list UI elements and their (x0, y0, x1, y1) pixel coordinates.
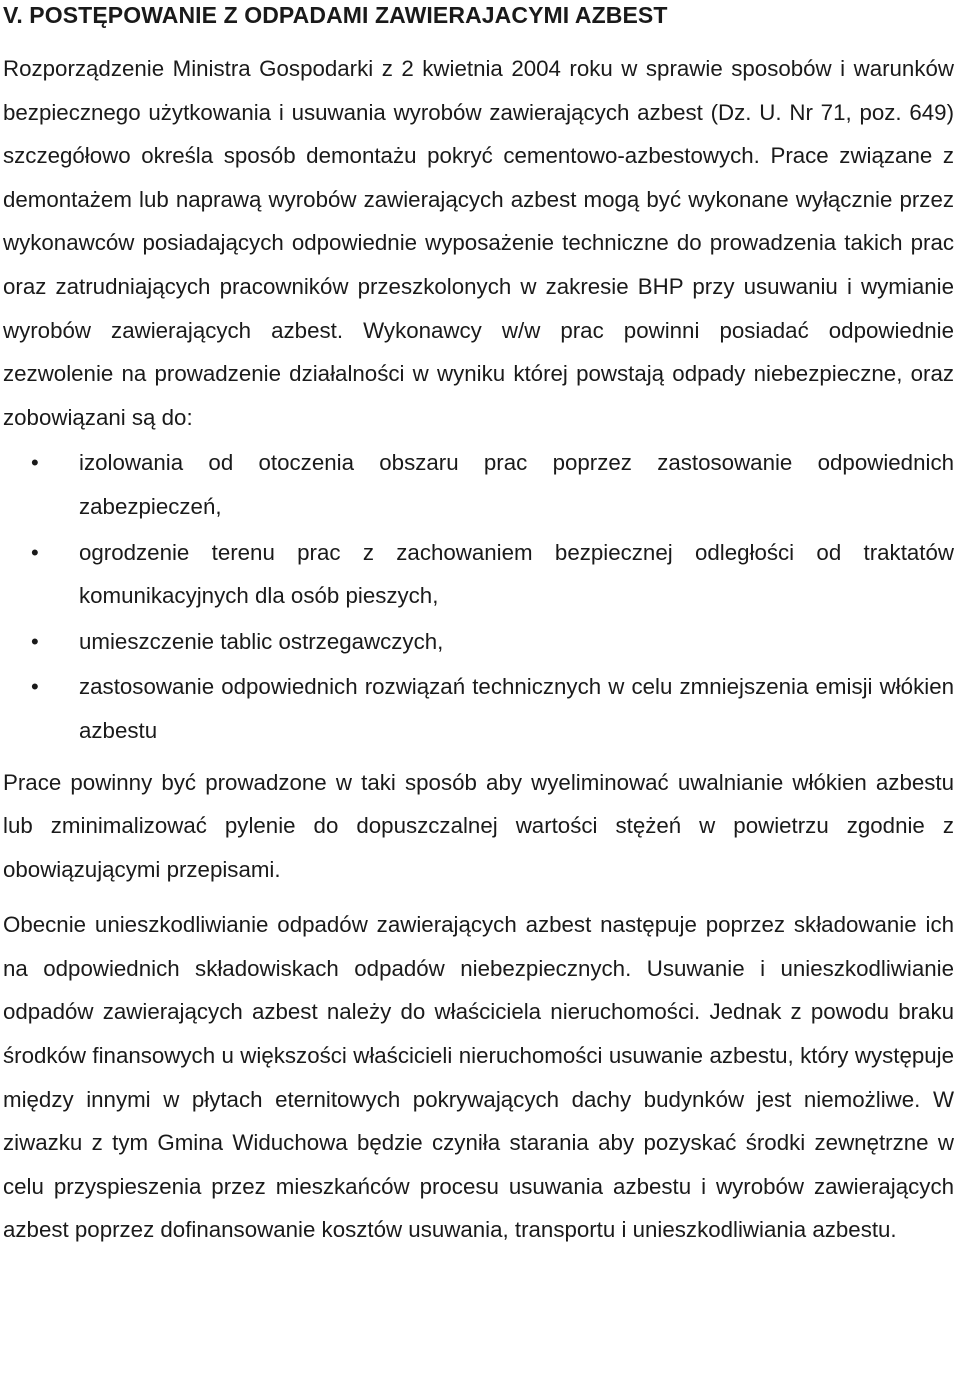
list-item-text: ogrodzenie terenu prac z zachowaniem bezpiecznej odległości od traktatów komunikacyjnych dla osób pieszych, (79, 539, 954, 609)
list-item-text: zastosowanie odpowiednich rozwiązań technicznych w celu zmniejszenia emisji włókien azbestu (79, 674, 954, 743)
list-item-text: umieszczenie tablic ostrzegawczych, (79, 628, 444, 654)
paragraph-disposal: Obecnie unieszkodliwianie odpadów zawierających azbest następuje poprzez składowanie ich na odpowiednich składowiskach odpadów niebezpiecznych. Usuwanie i unieszkodliwianie odpadów zawierających azbest należy do właściciela nieruchomości. Jednak z powodu braku środków finansowych u większości właścicieli nieruchomości usuwanie azbestu, który występuje między innymi w płytach eternitowych pokrywających dachy budynków jest niemożliwe. W ziwazku z tym Gmina Widuchowa będzie czyniła starania aby pozyskać środki zewnętrzne w celu przyspieszenia przez mieszkańców procesu usuwania azbestu i wyrobów zawierających azbest poprzez dofinansowanie kosztów usuwania, transportu i unieszkodliwiania azbestu. (3, 912, 954, 1243)
section-heading: V. POSTĘPOWANIE Z ODPADAMI ZAWIERAJACYMI AZBEST (3, 2, 668, 28)
list-item-text: izolowania od otoczenia obszaru prac poprzez zastosowanie odpowiednich zabezpieczeń, (79, 450, 954, 519)
bullet-icon: • (31, 539, 39, 565)
bullet-icon: • (31, 628, 39, 654)
paragraph-emissions: Prace powinny być prowadzone w taki sposób aby wyeliminować uwalnianie włókien azbestu lub zminimalizować pylenie do dopuszczalnej wartości stężeń w powietrzu zgodnie z obowiązującymi przepisami. (3, 769, 954, 882)
list-item (3, 620, 954, 664)
paragraph-regulation: Rozporządzenie Ministra Gospodarki z 2 kwietnia 2004 roku w sprawie sposobów i warunków bezpiecznego użytkowania i usuwania wyrobów zawierających azbest (Dz. U. Nr 71, poz. 649) szczegółowo określa sposób demontażu pokryć cementowo-azbestowych. Prace związane z demontażem lub naprawą wyrobów zawierających azbest mogą być wykonane wyłącznie przez wykonawców posiadających odpowiednie wyposażenie techniczne do prowadzenia takich prac oraz zatrudniających pracowników przeszkolonych w zakresie BHP przy usuwaniu i wymianie wyrobów zawierających azbest. Wykonawcy w/w prac powinni posiadać odpowiednie zezwolenie na prowadzenie działalności w wyniku której powstają odpady niebezpieczne, oraz zobowiązani są do: (3, 56, 954, 430)
obligations-list (3, 441, 954, 752)
bullet-icon: • (31, 674, 39, 700)
list-item (3, 531, 954, 618)
list-item (3, 665, 954, 752)
document-page (3, 0, 954, 1252)
bullet-icon: • (31, 450, 39, 476)
list-item (3, 441, 954, 528)
